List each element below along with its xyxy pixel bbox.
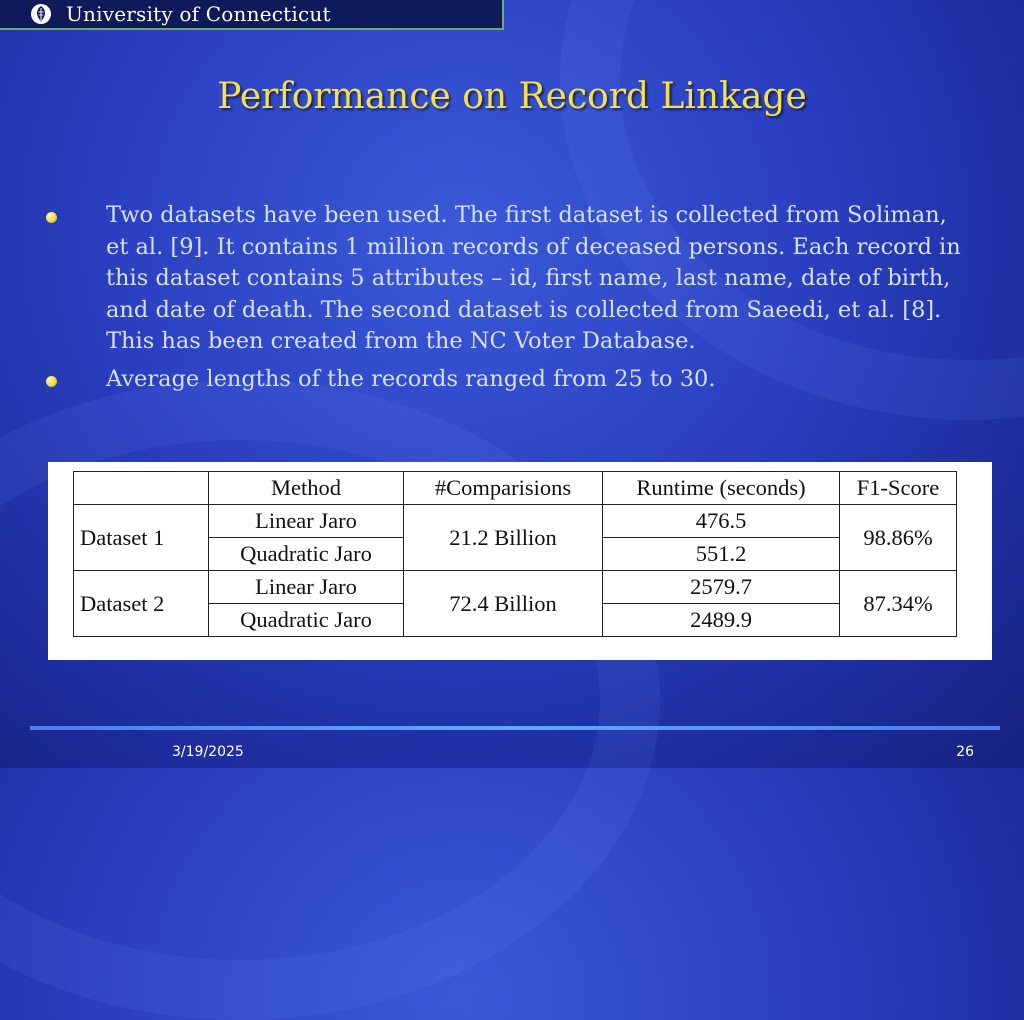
- header-cell-empty: [74, 472, 209, 505]
- bullet-item: [40, 364, 990, 396]
- runtime-cell: 2579.7: [603, 571, 840, 604]
- bullet-item: [40, 200, 990, 358]
- comparisons-cell: 72.4 Billion: [404, 571, 603, 637]
- method-cell: Linear Jaro: [209, 571, 404, 604]
- method-cell: Linear Jaro: [209, 505, 404, 538]
- method-cell: Quadratic Jaro: [209, 538, 404, 571]
- f1-cell: 98.86%: [840, 505, 957, 571]
- slide-title: Performance on Record Linkage: [217, 76, 807, 117]
- header-cell-runtime: Runtime (seconds): [603, 472, 840, 505]
- oak-leaf-seal-icon: [30, 3, 52, 25]
- header-cell-f1: F1-Score: [840, 472, 957, 505]
- bullet-dot-icon: [46, 212, 57, 223]
- method-cell: Quadratic Jaro: [209, 604, 404, 637]
- comparisons-cell: 21.2 Billion: [404, 505, 603, 571]
- bullet-dot-icon: [46, 376, 57, 387]
- dataset-name-cell: Dataset 1: [74, 505, 209, 571]
- f1-cell: 87.34%: [840, 571, 957, 637]
- table-header-row: [74, 472, 957, 505]
- runtime-cell: 476.5: [603, 505, 840, 538]
- bullet-list: [40, 200, 990, 401]
- dataset-name-cell: Dataset 2: [74, 571, 209, 637]
- university-name: University of Connecticut: [66, 2, 331, 26]
- header-cell-method: Method: [209, 472, 404, 505]
- results-table-panel: [48, 462, 992, 660]
- university-banner: [0, 0, 504, 30]
- page-number: 26: [956, 744, 974, 760]
- bullet-text: Two datasets have been used. The first dataset is collected from Soliman, et al. [9]. It contains 1 million records of deceased persons. Each record in this dataset contains 5 attributes – id, first name, last name, date of birth, and date of death. The second dataset is collected from Saeedi, et al. [8]. This has been created from the NC Voter Database.: [106, 202, 961, 354]
- table-row: [74, 571, 957, 604]
- footer-date: 3/19/2025: [172, 744, 244, 760]
- runtime-cell: 2489.9: [603, 604, 840, 637]
- table-row: [74, 505, 957, 538]
- header-cell-comparisons: #Comparisions: [404, 472, 603, 505]
- footer-divider: [30, 726, 1000, 730]
- results-table: [73, 471, 957, 637]
- bullet-text: Average lengths of the records ranged from 25 to 30.: [106, 365, 716, 392]
- runtime-cell: 551.2: [603, 538, 840, 571]
